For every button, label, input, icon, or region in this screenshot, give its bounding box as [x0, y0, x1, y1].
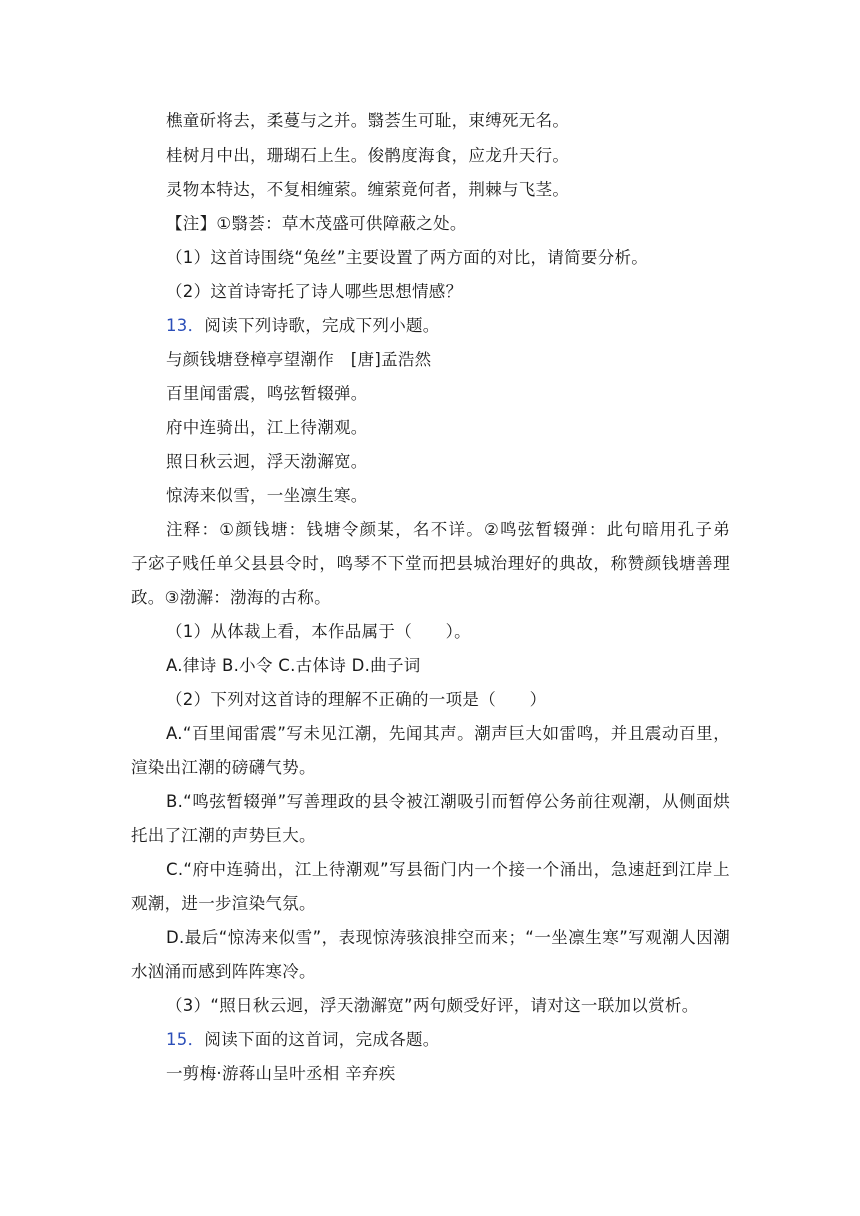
- option-d-text: D.最后“惊涛来似雪”，表现惊涛骇浪排空而来；“一坐凛生寒”写观潮人因潮: [166, 928, 730, 947]
- poem-line: 照日秋云迥，浮天渤澥宽。: [166, 452, 368, 471]
- poem-line: 樵童斫将去，柔蔓与之并。翳荟生可耻，束缚死无名。: [166, 111, 570, 130]
- question-instruction: 阅读下面的这首词，完成各题。: [204, 1030, 440, 1049]
- option-b-text: B.“鸣弦暂辍弹”写善理政的县令被江潮吸引而暂停公务前往观潮，从侧面烘: [166, 792, 730, 811]
- poem-line: 桂树月中出，珊瑚石上生。俊鹘度海食，应龙升天行。: [166, 146, 570, 165]
- answer-options: A.律诗 B.小令 C.古体诗 D.曲子词: [166, 656, 421, 675]
- question-number: 15．: [166, 1030, 205, 1049]
- question-prompt: （1）从体裁上看，本作品属于（ ）。: [166, 622, 471, 641]
- question-instruction: 阅读下列诗歌，完成下列小题。: [204, 316, 440, 335]
- option-c-text: 观潮，进一步渲染气氛。: [131, 894, 316, 913]
- option-a-text: A.“百里闻雷震”写未见江潮，先闻其声。潮声巨大如雷鸣，并且震动百里，: [166, 724, 730, 743]
- poem-line: 府中连骑出，江上待潮观。: [166, 418, 368, 437]
- annotation-text: 子宓子贱任单父县县令时，鸣琴不下堂而把县城治理好的典故，称赞颜钱塘善理: [131, 554, 730, 573]
- option-c-text: C.“府中连骑出，江上待潮观”写县衙门内一个接一个涌出，急速赶到江岸上: [166, 860, 730, 879]
- poem-line: 百里闻雷震，鸣弦暂辍弹。: [166, 384, 368, 403]
- question-number: 13．: [166, 316, 205, 335]
- poem-line: 灵物本特达，不复相缠萦。缠萦竟何者，荆棘与飞茎。: [166, 180, 570, 199]
- poem-title: 一剪梅·游蒋山呈叶丞相 辛弃疾: [166, 1064, 396, 1083]
- question-heading: [166, 1029, 440, 1051]
- poem-title: 与颜钱塘登樟亭望潮作 [唐]孟浩然: [166, 350, 432, 369]
- question-prompt: （1）这首诗围绕“兔丝”主要设置了两方面的对比，请简要分析。: [166, 248, 649, 267]
- question-prompt: （2）下列对这首诗的理解不正确的一项是（ ）: [166, 690, 547, 709]
- question-heading: [166, 315, 440, 337]
- annotation-text: 政。③渤澥：渤海的古称。: [131, 588, 331, 607]
- option-a-text: 渲染出江潮的磅礴气势。: [131, 758, 316, 777]
- option-d-text: 水汹涌而感到阵阵寒冷。: [131, 962, 316, 981]
- annotation-text: 注释：①颜钱塘：钱塘令颜某，名不详。②鸣弦暂辍弹：此句暗用孔子弟: [166, 520, 730, 539]
- poem-line: 惊涛来似雪，一坐凛生寒。: [166, 486, 368, 505]
- question-prompt: （3）“照日秋云迥，浮天渤澥宽”两句颇受好评，请对这一联加以赏析。: [166, 996, 699, 1015]
- option-b-text: 托出了江潮的声势巨大。: [131, 826, 316, 845]
- question-prompt: （2）这首诗寄托了诗人哪些思想情感？: [166, 282, 463, 301]
- annotation-note: 【注】①翳荟：草木茂盛可供障蔽之处。: [166, 214, 467, 233]
